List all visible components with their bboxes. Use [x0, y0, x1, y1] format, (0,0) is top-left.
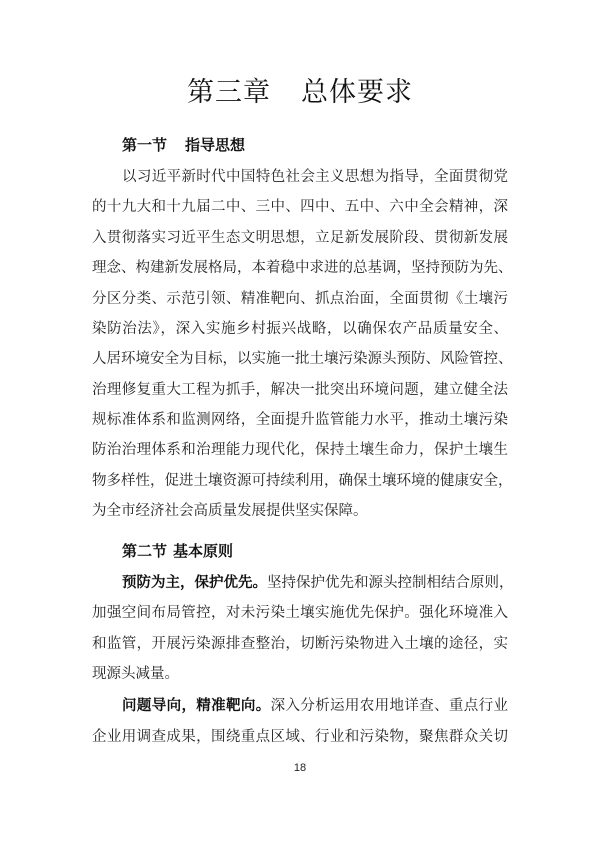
section-title: 指导思想 [185, 136, 246, 154]
paragraph-line [92, 289, 508, 309]
line-text: 和监管，开展污染源排查整治，切断污染物进入土壤的途径，实 [92, 636, 508, 652]
principle-lead: 问题导向，精准靶向。 [122, 698, 271, 714]
line-text: 入贯彻落实习近平生态文明思想，立足新发展阶段、贯彻新发展 [92, 230, 508, 246]
paragraph-line [122, 573, 514, 593]
paragraph-line [92, 228, 508, 248]
paragraph-line [92, 380, 508, 400]
line-text: 物多样性，促进土壤资源可持续利用，确保土壤环境的健康安全， [92, 473, 513, 489]
line-text: 的十九大和十九届二中、三中、四中、五中、六中全会精神，深 [92, 199, 508, 215]
paragraph-line [92, 258, 513, 278]
section-title: 基本原则 [173, 542, 234, 560]
line-text: 加强空间布局管控，对未污染土壤实施优先保护。强化环境准入 [92, 605, 508, 621]
chapter-number: 第三章 [187, 77, 271, 108]
paragraph-line [92, 471, 513, 491]
line-text: 以习近平新时代中国特色社会主义思想为指导，全面贯彻党 [122, 169, 508, 185]
line-text: 规标准体系和监测网络，全面提升监管能力水平，推动土壤污染 [92, 412, 508, 428]
paragraph-line [92, 197, 508, 217]
paragraph-line [92, 727, 508, 747]
paragraph-line [122, 167, 508, 187]
section-heading-2 [122, 540, 233, 561]
principle-lead: 预防为主，保护优先。 [122, 575, 267, 591]
page-number: 18 [293, 762, 307, 774]
line-text: 人居环境安全为目标，以实施一批土壤污染源头预防、风险管控、 [92, 351, 513, 367]
section-number: 第一节 [122, 136, 168, 154]
paragraph-line [92, 440, 508, 460]
line-text: 深入分析运用农用地详查、重点行业 [270, 698, 509, 714]
line-text: 染防治法》，深入实施乡村振兴战略，以确保农产品质量安全、 [92, 321, 508, 337]
paragraph-line [92, 664, 508, 684]
paragraph-line [122, 696, 508, 716]
paragraph-line [92, 349, 513, 369]
paragraph-line [92, 603, 508, 623]
line-text: 治理修复重大工程为抓手，解决一批突出环境问题，建立健全法 [92, 382, 508, 398]
line-text: 坚持保护优先和源头控制相结合原则， [267, 575, 514, 591]
line-text: 企业用调查成果，围绕重点区域、行业和污染物，聚焦群众关切 [92, 729, 508, 745]
chapter-name: 总体要求 [301, 77, 413, 108]
line-text: 理念、构建新发展格局，本着稳中求进的总基调，坚持预防为先、 [92, 260, 513, 276]
paragraph-line [92, 410, 508, 430]
section-number: 第二节 [122, 542, 168, 560]
line-text: 分区分类、示范引领、精准靶向、抓点治面，全面贯彻《土壤污 [92, 291, 508, 307]
paragraph-line [92, 634, 508, 654]
paragraph-line [92, 319, 508, 339]
line-text: 为全市经济社会高质量发展提供坚实保障。 [92, 503, 368, 519]
chapter-title [0, 70, 600, 109]
line-text: 现源头减量。 [92, 666, 179, 682]
paragraph-line [92, 501, 508, 521]
line-text: 防治治理体系和治理能力现代化，保持土壤生命力，保护土壤生 [92, 442, 508, 458]
section-heading-1 [122, 134, 245, 155]
